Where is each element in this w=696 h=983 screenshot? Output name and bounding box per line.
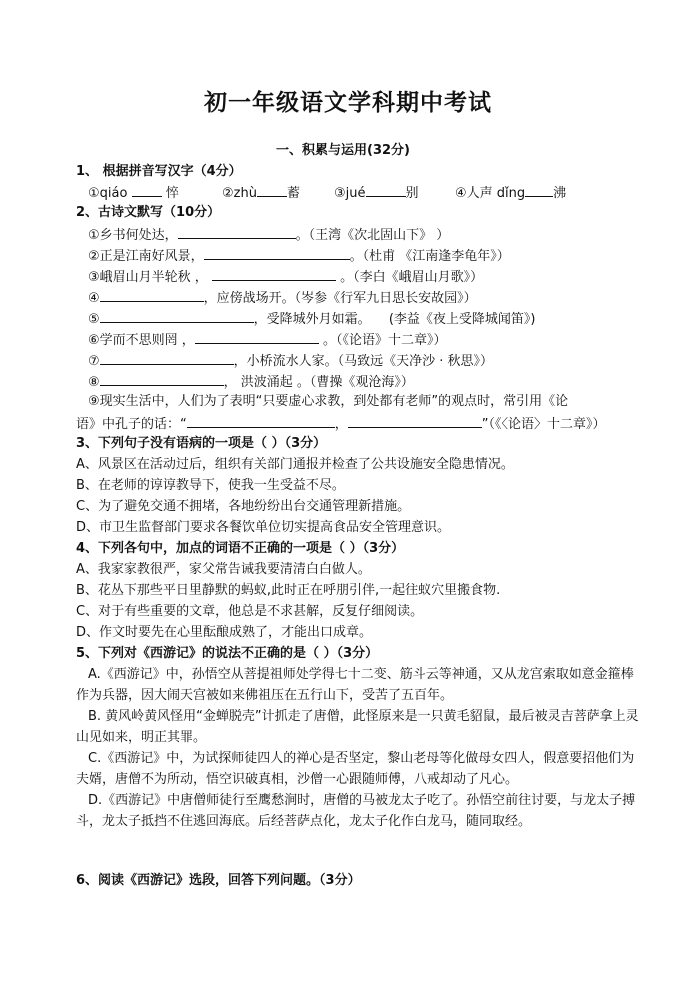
q4-heading: 4、下列各句中，加点的词语不正确的一项是（ ）（3分） — [76, 541, 405, 556]
q2-line-2 — [88, 246, 510, 266]
q1-item-1 — [88, 183, 179, 203]
q2-line-1-prompt: ①乡书何处达， — [88, 228, 178, 243]
q2-line-1-source: 。（王湾《次北固山下》 ） — [295, 228, 450, 243]
q2-line-3-prompt: ③峨眉山月半轮秋 ， — [88, 270, 208, 285]
q3-option-c: C、为了避免交通不拥堵，各地纷纷出台交通管理新措施。 — [76, 499, 411, 514]
q1-item-3 — [334, 183, 419, 203]
q3-option-a: A、风景区在活动过后，组织有关部门通报并检查了公共设施安全隐患情况。 — [76, 457, 514, 472]
q2-line-7-source: ，小桥流水人家。（马致远《天净沙 · 秋思》） — [233, 354, 494, 369]
q2-line-7-prompt: ⑦ — [88, 354, 100, 369]
q4-option-a: A、我家家教很严，家父常告诫我要清清白白做人。 — [76, 562, 371, 577]
q2-line-4-source: ，应傍战场开。（岑参《行军九日思长安故园》） — [203, 291, 477, 306]
q4-option-d: D、作文时要先在心里酝酿成熟了，才能出口成章。 — [76, 625, 373, 640]
q5-heading: 5、下列对《西游记》的说法不正确的是（ ）（3分） — [76, 646, 379, 661]
q1-item-1-char: 悴 — [165, 186, 179, 201]
exam-title: 初一年级语文学科期中考试 — [204, 90, 492, 116]
q2-line-5-prompt: ⑤ — [88, 312, 100, 327]
q2-line-5-blank[interactable] — [100, 309, 254, 323]
q2-line-4-blank[interactable] — [100, 288, 204, 302]
q1-item-4-blank[interactable] — [525, 183, 553, 197]
q5-option-c: C.《西游记》中，为试探师徒四人的禅心是否坚定，黎山老母等化做母女四人，假意要招他们为夫婿，唐僧不为所动，悟空识破真相，沙僧一心跟随师傅，八戒却动了凡心。 — [76, 751, 635, 787]
q2-line-8-prompt: ⑧ — [88, 375, 100, 390]
q2-line-10 — [76, 414, 606, 434]
q2-line-3-blank[interactable] — [212, 267, 336, 281]
q2-line-7 — [88, 351, 493, 371]
q1-item-2-blank[interactable] — [257, 183, 287, 197]
q2-line-3 — [88, 267, 483, 287]
section-heading: 一、积累与运用(32分) — [276, 143, 410, 158]
q2-line-6 — [88, 330, 446, 350]
q1-item-4-char: 沸 — [553, 186, 567, 201]
q2-line-3-source: 。（李白《峨眉山月歌》） — [340, 270, 484, 285]
q1-item-2 — [222, 183, 300, 203]
q1-item-3-pinyin: ③jué — [334, 186, 366, 201]
q2-line-2-source: 。（杜甫 《江南逢李龟年》） — [349, 249, 510, 264]
q2-line-10-prompt: 语》中孔子的话：“ — [76, 417, 187, 432]
q3-heading: 3、下列句子没有语病的一项是（ ）（3分） — [76, 436, 327, 451]
q4-option-c: C、对于有些重要的文章，他总是不求甚解，反复仔细阅读。 — [76, 604, 424, 619]
q1-item-1-pinyin: ①qiáo — [88, 186, 128, 201]
q4-option-b: B、花丛下那些平日里静默的蚂蚁,此时正在呼朋引伴,一起往蚁穴里搬食物. — [76, 583, 501, 598]
q2-line-8 — [88, 372, 414, 392]
q2-line-10-source: ”（《〈论语〉十二章》） — [481, 417, 606, 432]
q1-heading: 1、 根据拼音写汉字（4分） — [76, 164, 242, 179]
q2-line-5 — [88, 309, 535, 329]
q2-line-8-blank[interactable] — [100, 372, 224, 386]
q1-item-3-char: 别 — [405, 186, 419, 201]
q3-option-b: B、在老师的谆谆教导下，使我一生受益不尽。 — [76, 478, 345, 493]
q5-option-a: A.《西游记》中，孙悟空从菩提祖师处学得七十二变、筋斗云等神通，又从龙宫索取如意金箍棒作为兵器，因大闹天宫被如来佛祖压在五行山下，受苦了五百年。 — [76, 667, 634, 703]
q6-heading: 6、阅读《西游记》选段，回答下列问题。（3分） — [76, 873, 361, 888]
q2-line-1-blank[interactable] — [178, 225, 296, 239]
q2-line-10-comma: ， — [334, 417, 348, 432]
q2-line-6-blank[interactable] — [195, 330, 319, 344]
q2-line-2-prompt: ②正是江南好风景， — [88, 249, 204, 264]
q2-line-8-source: ， 洪波涌起 。（曹操《观沧海》） — [223, 375, 414, 390]
q1-item-3-blank[interactable] — [366, 183, 406, 197]
q2-line-10-blank-2[interactable] — [348, 414, 482, 428]
q3-option-d: D、市卫生监督部门要求各餐饮单位切实提高食品安全管理意识。 — [76, 520, 451, 535]
q1-item-4 — [455, 183, 566, 203]
q2-line-4 — [88, 288, 477, 308]
q2-line-2-blank[interactable] — [204, 246, 350, 260]
q1-item-2-char: 蓄 — [286, 186, 300, 201]
q2-line-6-prompt: ⑥学而不思则罔 ， — [88, 333, 195, 348]
q2-line-5-source: (李益《夜上受降城闻笛》) — [388, 312, 536, 327]
q2-line-10-blank-1[interactable] — [187, 414, 335, 428]
q2-heading: 2、古诗文默写（10分） — [76, 205, 221, 220]
q2-line-5-text: ，受降城外月如霜。 — [253, 312, 371, 327]
q1-item-4-pinyin: ④人声 dǐng — [455, 186, 526, 201]
q5-option-d: D.《西游记》中唐僧师徒行至鹰愁涧时，唐僧的马被龙太子吃了。孙悟空前往讨要，与龙太子搏斗，龙太子抵挡不住逃回海底。后经菩萨点化，龙太子化作白龙马，随同取经。 — [76, 793, 636, 829]
q2-line-7-blank[interactable] — [100, 351, 234, 365]
q2-line-9: ⑨现实生活中，人们为了表明“只要虚心求教，到处都有老师”的观点时，常引用《论 — [88, 394, 569, 409]
q1-item-2-pinyin: ②zhù — [222, 186, 257, 201]
q2-line-6-source: 。（《论语》十二章》） — [322, 333, 447, 348]
q5-option-b: B. 黄风岭黄风怪用“金蝉脱壳”计抓走了唐僧，此怪原来是一只黄毛貂鼠，最后被灵吉菩萨拿上灵山见如来，明正其罪。 — [76, 709, 639, 745]
q2-line-4-prompt: ④ — [88, 291, 100, 306]
q2-line-1 — [88, 225, 449, 245]
q1-item-1-blank[interactable] — [132, 183, 162, 197]
